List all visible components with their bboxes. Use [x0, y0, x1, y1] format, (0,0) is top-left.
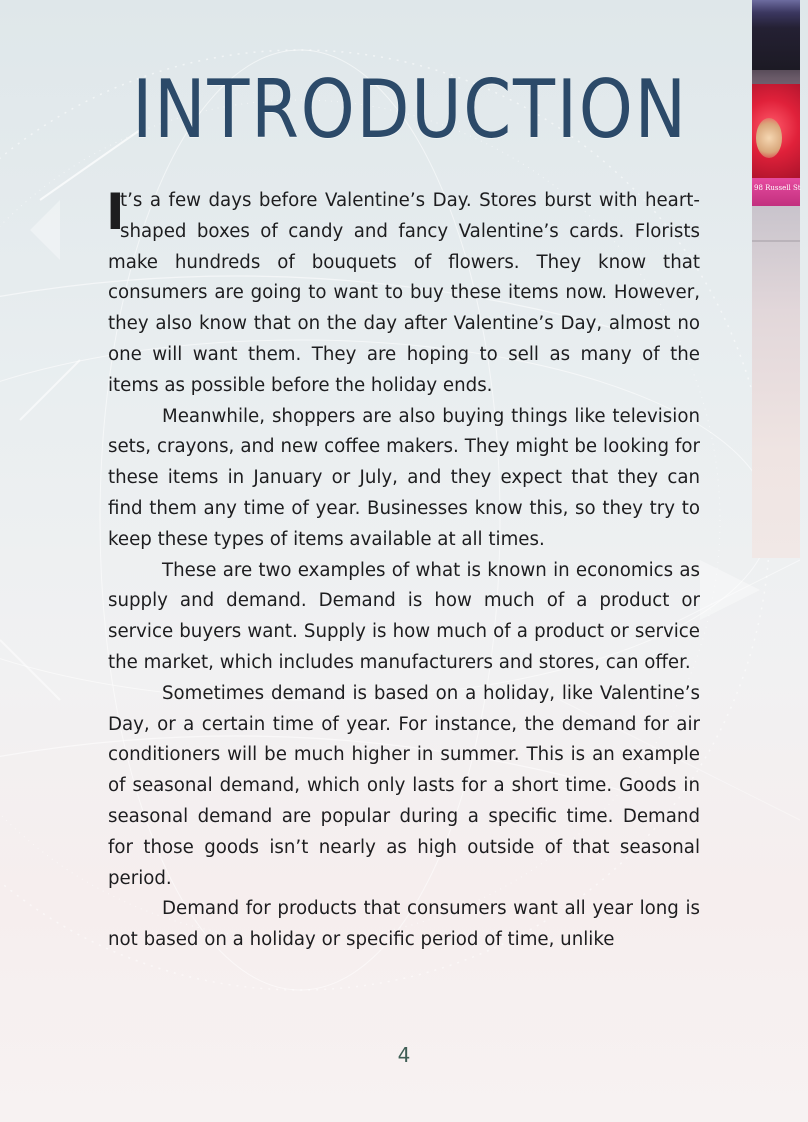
floor-stripe: [752, 240, 800, 242]
paragraph-3: These are two examples of what is known in economics as supply and demand. Demand is how much of a product or service buyers want. Supply is how much of a product or service the market, which includes manufacturers and stores, can offer.: [108, 559, 700, 673]
page-title: INTRODUCTION: [132, 63, 688, 156]
paragraph-2: Meanwhile, shoppers are also buying things like television sets, crayons, and new coffee makers. They might be looking for these items in January or July, and they expect that they can find them any time of year. Businesses know this, so they try to keep these types of items available at all times.: [108, 405, 700, 550]
drop-cap: I: [106, 183, 125, 241]
store-banner-text: 98 Russell St: [754, 184, 801, 192]
paragraph-5: Demand for products that consumers want all year long is not based on a holiday or specific period of time, unlike: [108, 898, 700, 951]
body-text: [106, 183, 700, 956]
paragraph-1: [106, 183, 700, 402]
paragraph-4: Sometimes demand is based on a holiday, like Valentine’s Day, or a certain time of year. For instance, the demand for air conditioners will be much higher in summer. This is an example of seasonal demand, which only lasts for a short time. Goods in seasonal demand are popular during a specific time. Demand for those goods isn’t nearly as high outside of that seasonal period.: [108, 682, 700, 889]
store-floor: [752, 206, 800, 558]
photo-shelf: [752, 0, 800, 70]
paragraph-1-text: t’s a few days before Valentine’s Day. Stores burst with heart-shaped boxes of candy and fancy Valentine’s cards. Florists make hundreds of bouquets of flowers. They know that consumers are going to want to buy these items now. However, they also know that on the day after Valentine’s Day, almost no one will want them. They are hoping to sell as many of the items as possible before the holiday ends.: [108, 190, 700, 396]
store-banner: [752, 178, 800, 206]
page-number: 4: [397, 1043, 411, 1067]
